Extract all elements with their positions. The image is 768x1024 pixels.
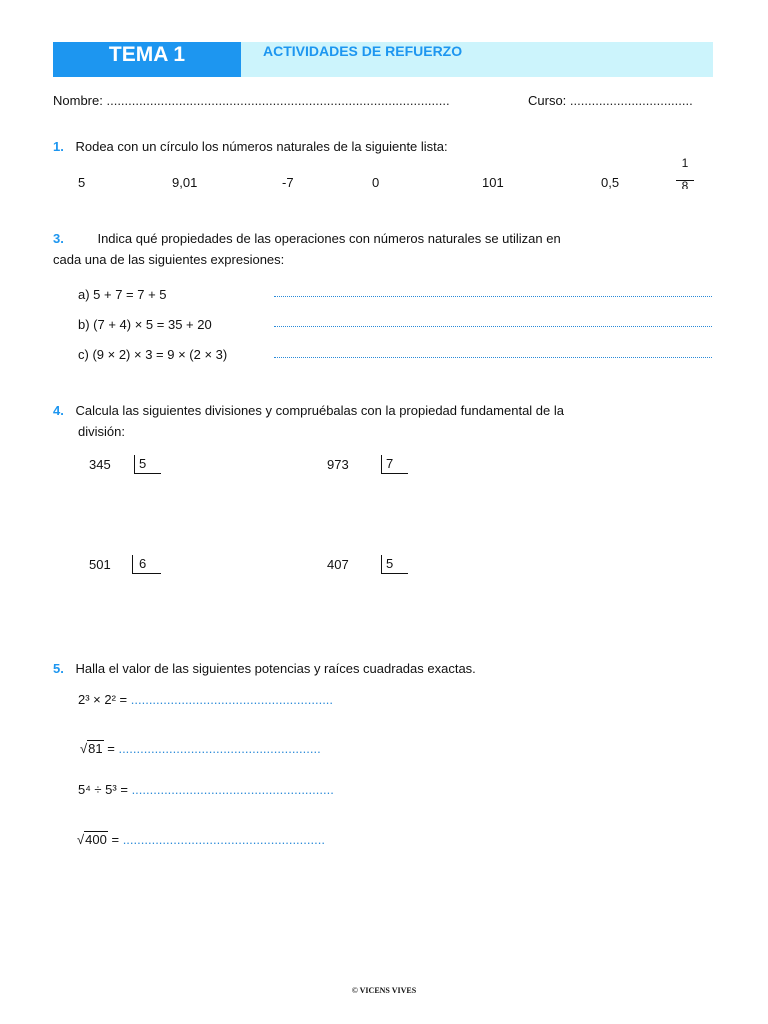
division-2-dividend: 973 — [327, 457, 349, 472]
sqrt-icon: √ — [77, 832, 85, 847]
ex5-radicand-2: 81 — [88, 741, 103, 756]
exercise-4-text-line1: Calcula las siguientes divisiones y compruébalas con la propiedad fundamental de la — [75, 403, 564, 418]
ex1-item-1: 9,01 — [172, 175, 198, 190]
ex1-item-3: 0 — [372, 175, 380, 190]
division-4-divisor: 5 — [381, 555, 408, 574]
footer-copyright: © VICENS VIVES — [351, 986, 417, 995]
exercise-4-number: 4. — [53, 403, 64, 418]
ex5-item-3 — [78, 782, 334, 797]
exercise-1-number: 1. — [53, 139, 64, 154]
ex5-item-4 — [77, 832, 325, 847]
division-1-divisor: 5 — [134, 455, 161, 474]
division-2-divisor: 7 — [381, 455, 408, 474]
exercise-3-number: 3. — [53, 231, 64, 246]
fraction-numerator: 1 — [681, 156, 689, 170]
topic-title: TEMA 1 — [108, 43, 186, 66]
exercise-3-prompt — [53, 228, 623, 249]
ex3-answer-line-a[interactable] — [274, 296, 712, 297]
name-line — [53, 93, 493, 108]
ex5-item-1 — [78, 692, 333, 707]
exercise-1-text: Rodea con un círculo los números naturales de la siguiente lista: — [75, 139, 448, 154]
ex5-expr-1: 2³ × 2² = — [78, 692, 128, 707]
ex5-answer-dots-2[interactable]: ........................................................ — [118, 741, 321, 756]
ex3-answer-line-b[interactable] — [274, 326, 712, 327]
ex5-answer-dots-3[interactable]: ........................................................ — [131, 782, 334, 797]
course-line — [528, 93, 713, 108]
ex1-item-2: -7 — [282, 175, 294, 190]
exercise-1-prompt — [53, 139, 448, 154]
exercise-5-text: Halla el valor de las siguientes potencias y raíces cuadradas exactas. — [75, 661, 476, 676]
division-3-divisor: 6 — [132, 555, 161, 574]
ex1-item-0: 5 — [78, 175, 86, 190]
ex1-item-5: 0,5 — [601, 175, 620, 190]
course-dots: .................................. — [569, 93, 693, 108]
ex1-item-4: 101 — [482, 175, 504, 190]
exercise-3-text-line2: cada una de las siguientes expresiones: — [53, 252, 285, 267]
ex3-item-c: c) (9 × 2) × 3 = 9 × (2 × 3) — [78, 347, 228, 362]
ex1-fraction — [676, 156, 694, 189]
division-3-dividend: 501 — [89, 557, 111, 572]
ex3-item-b: b) (7 + 4) × 5 = 35 + 20 — [78, 317, 212, 332]
ex5-answer-dots-1[interactable]: ........................................................ — [130, 692, 334, 707]
ex5-equals-2: = — [107, 741, 115, 756]
exercise-5-number: 5. — [53, 661, 64, 676]
fraction-denominator: 8 — [676, 180, 694, 189]
exercise-4-text-line2: división: — [78, 424, 125, 439]
ex5-expr-3: 5⁴ ÷ 5³ = — [78, 782, 128, 797]
division-1-dividend: 345 — [89, 457, 111, 472]
ex3-item-a: a) 5 + 7 = 7 + 5 — [78, 287, 167, 302]
ex5-answer-dots-4[interactable]: ........................................................ — [122, 832, 325, 847]
exercise-5-prompt — [53, 661, 476, 676]
worksheet-subtitle: ACTIVIDADES DE REFUERZO — [263, 43, 463, 59]
ex3-answer-line-c[interactable] — [274, 357, 712, 358]
ex5-item-2 — [80, 741, 321, 756]
division-4-dividend: 407 — [327, 557, 349, 572]
exercise-3-text-line1: Indica qué propiedades de las operaciones con números naturales se utilizan en — [97, 231, 561, 246]
ex5-equals-4: = — [111, 832, 120, 847]
exercise-4-prompt — [53, 400, 623, 421]
topic-banner — [53, 42, 241, 77]
name-dots: ............................................................................................... — [106, 93, 450, 108]
course-label: Curso: — [528, 93, 567, 108]
ex5-radicand-4: 400 — [85, 832, 107, 847]
name-label: Nombre: — [53, 93, 103, 108]
sqrt-icon: √ — [80, 741, 88, 756]
